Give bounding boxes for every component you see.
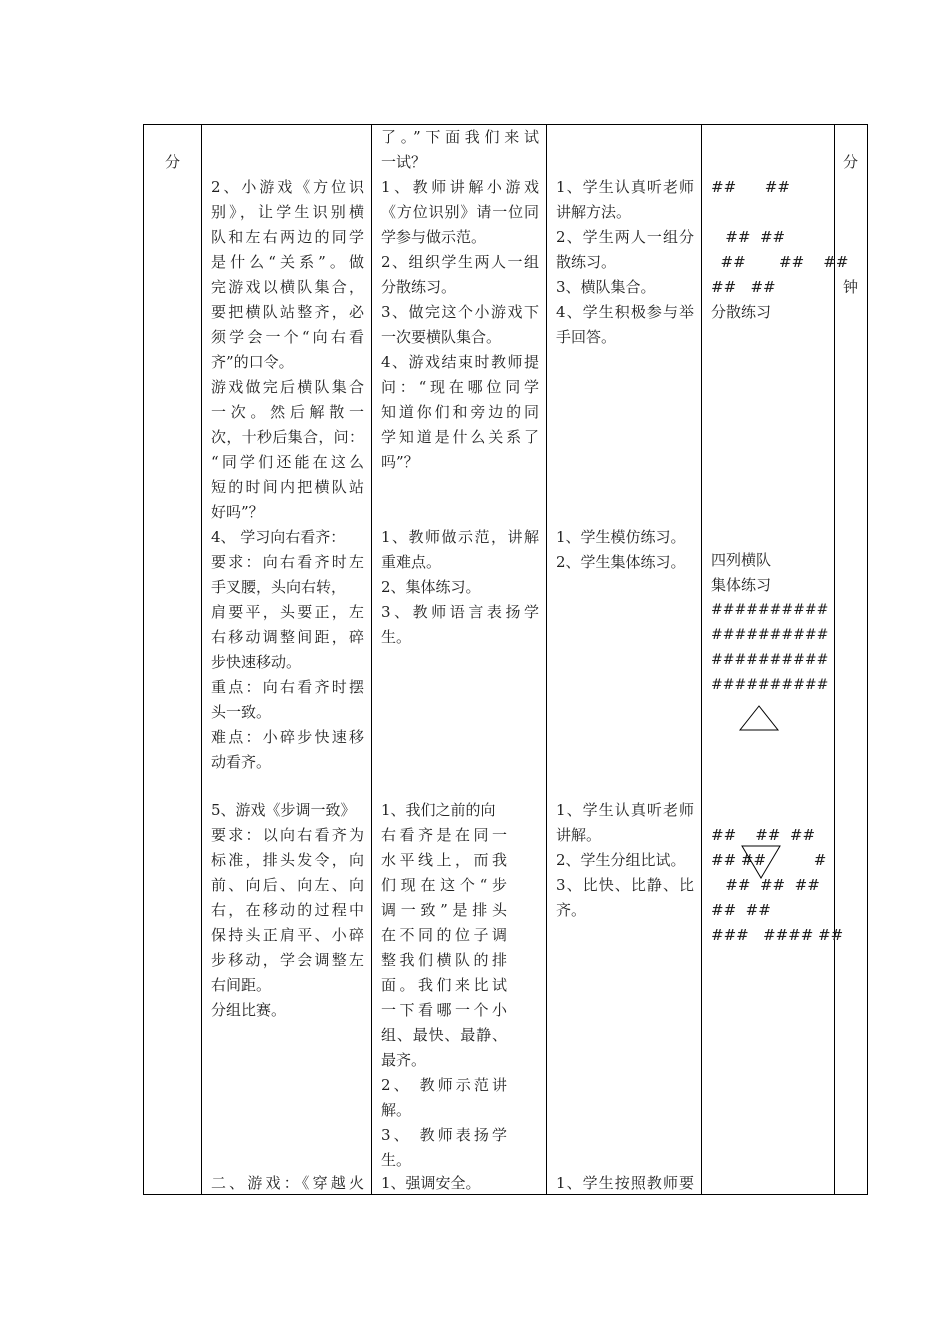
- content-line: 好吗”？: [211, 503, 264, 521]
- formation-column: [711, 125, 849, 1194]
- student-line: 2、学生分组比试。: [556, 851, 686, 869]
- content-line: 步快速移动。: [211, 653, 302, 671]
- teacher-line: 组、最快、最静、: [381, 1026, 507, 1044]
- content-line: 手叉腰，头向右转，: [211, 578, 347, 596]
- content-line: 游戏做完后横队集合: [211, 378, 364, 396]
- content-line: 短的时间内把横队站: [211, 478, 364, 496]
- content-line: 别》，让学生识别横: [211, 203, 364, 221]
- teacher-triangle-up-icon: [739, 705, 779, 731]
- student-line: 手回答。: [556, 328, 617, 346]
- teacher-line: 一试？: [381, 153, 427, 171]
- time-unit-label: 钟: [842, 278, 858, 296]
- student-line: 讲解。: [556, 826, 602, 844]
- content-line: 动看齐。: [211, 753, 272, 771]
- content-line: 重点：向右看齐时摆: [211, 678, 364, 696]
- content-line: 队和左右两边的同学: [211, 228, 364, 246]
- teacher-line: 一次要横队集合。: [381, 328, 502, 346]
- formation-line: ## ## ##: [711, 826, 816, 844]
- teacher-line: 生。: [381, 1151, 412, 1169]
- teacher-line: 一下看哪一个小: [381, 1001, 507, 1019]
- content-line: 4、 学习向右看齐：: [211, 528, 346, 546]
- time-unit-label: 分: [842, 153, 858, 171]
- teacher-line: 1、强调安全。: [381, 1174, 481, 1192]
- teacher-line: 《方位识别》请一位同: [381, 203, 539, 221]
- teacher-line: 4、游戏结束时教师提: [381, 353, 539, 371]
- teacher-line: 学知道是什么关系了: [381, 428, 539, 446]
- formation-line: ### #### ##: [711, 926, 844, 944]
- time-unit-label: 分: [164, 153, 180, 171]
- teacher-activity-column: [381, 125, 539, 1194]
- formation-line: ## ##: [711, 178, 790, 196]
- student-line: 4、学生积极参与举: [556, 303, 694, 321]
- content-line: 要把横队站整齐，必: [211, 303, 364, 321]
- content-line: 头一致。: [211, 703, 272, 721]
- teacher-line: 在不同的位子调: [381, 926, 507, 944]
- content-line: 要求：以向右看齐为: [211, 826, 364, 844]
- content-line: 齐”的口令。: [211, 353, 294, 371]
- content-column: [211, 125, 364, 1194]
- content-line: 肩要平，头要正，左: [211, 603, 364, 621]
- student-line: 3、比快、比静、比: [556, 876, 694, 894]
- formation-row: ##########: [711, 677, 829, 693]
- content-line: 标准，排头发令，向: [211, 851, 364, 869]
- teacher-line: 面。我们来比试: [381, 976, 507, 994]
- column-divider: [701, 125, 702, 1194]
- teacher-line: 3、做完这个小游戏下: [381, 303, 539, 321]
- formation-label: 集体练习: [711, 576, 772, 594]
- teacher-line: 问：“现在哪位同学: [381, 378, 539, 396]
- content-line: 前、向后、向左、向: [211, 876, 364, 894]
- content-line: 步移动，学会调整左: [211, 951, 364, 969]
- content-line: 完游戏以横队集合，: [211, 278, 364, 296]
- lesson-plan-table: [143, 124, 868, 1195]
- column-divider: [546, 125, 547, 1194]
- teacher-line: 们现在这个“步: [381, 876, 507, 894]
- time-column-left: [144, 125, 201, 1194]
- content-line: 难点：小碎步快速移: [211, 728, 364, 746]
- formation-label: 分散练习: [711, 303, 772, 321]
- content-line: 是什么“关系”。做: [211, 253, 364, 271]
- teacher-line: 1、我们之前的向: [381, 801, 496, 819]
- content-line: 5、游戏《步调一致》: [211, 801, 356, 819]
- teacher-line: 1、教师讲解小游戏: [381, 178, 539, 196]
- content-line: 右，在移动的过程中: [211, 901, 364, 919]
- formation-line: ## ## ##: [711, 253, 849, 271]
- column-divider: [371, 125, 372, 1194]
- student-line: 2、学生两人一组分: [556, 228, 694, 246]
- formation-line: ## ## #: [711, 851, 827, 869]
- teacher-line: 调一致”是排头: [381, 901, 507, 919]
- content-line: 要求：向右看齐时左: [211, 553, 364, 571]
- formation-label: 四列横队: [711, 551, 772, 569]
- teacher-line: 了。”下面我们来试: [381, 128, 539, 146]
- content-line: “同学们还能在这么: [211, 453, 364, 471]
- teacher-triangle-down-icon: [741, 845, 781, 879]
- teacher-line: 知道你们和旁边的同: [381, 403, 539, 421]
- content-line: 保持头正肩平、小碎: [211, 926, 364, 944]
- time-column-right: [834, 125, 867, 1194]
- student-line: 1、学生按照教师要: [556, 1174, 694, 1192]
- teacher-line: 右看齐是在同一: [381, 826, 507, 844]
- student-line: 讲解方法。: [556, 203, 632, 221]
- teacher-line: 最齐。: [381, 1051, 427, 1069]
- teacher-line: 生。: [381, 628, 412, 646]
- student-activity-column: [556, 125, 694, 1194]
- formation-line: ## ##: [711, 278, 776, 296]
- content-line: 2、小游戏《方位识: [211, 178, 364, 196]
- content-line: 分组比赛。: [211, 1001, 287, 1019]
- student-line: 1、学生模仿练习。: [556, 528, 686, 546]
- student-line: 齐。: [556, 901, 587, 919]
- teacher-line: 2、组织学生两人一组: [381, 253, 539, 271]
- formation-line: ## ##: [711, 228, 786, 246]
- content-line: 右间距。: [211, 976, 272, 994]
- teacher-line: 水平线上，而我: [381, 851, 507, 869]
- teacher-line: 学参与做示范。: [381, 228, 487, 246]
- teacher-line: 3、教师语言表扬学: [381, 603, 539, 621]
- student-line: 1、学生认真听老师: [556, 178, 694, 196]
- teacher-line: 吗”？: [381, 453, 419, 471]
- teacher-line: 整我们横队的排: [381, 951, 507, 969]
- teacher-line: 2、集体练习。: [381, 578, 481, 596]
- formation-row: ##########: [711, 652, 829, 668]
- teacher-line: 3、 教师表扬学: [381, 1126, 507, 1144]
- column-divider: [201, 125, 202, 1194]
- content-line: 右移动调整间距，碎: [211, 628, 364, 646]
- student-line: 3、横队集合。: [556, 278, 656, 296]
- content-line: 一次。然后解散一: [211, 403, 364, 421]
- student-line: 散练习。: [556, 253, 617, 271]
- student-line: 1、学生认真听老师: [556, 801, 694, 819]
- teacher-line: 1、教师做示范，讲解: [381, 528, 539, 546]
- student-line: 2、学生集体练习。: [556, 553, 686, 571]
- teacher-line: 重难点。: [381, 553, 442, 571]
- teacher-line: 解。: [381, 1101, 412, 1119]
- formation-row: ##########: [711, 602, 829, 618]
- formation-line: ## ##: [711, 901, 771, 919]
- formation-line: ## ## ##: [711, 876, 820, 894]
- content-line: 须学会一个“向右看: [211, 328, 364, 346]
- teacher-line: 分散练习。: [381, 278, 457, 296]
- content-line: 次，十秒后集合，问：: [211, 428, 364, 446]
- formation-row: ##########: [711, 627, 829, 643]
- content-line: 二、游戏：《穿越火: [211, 1174, 364, 1192]
- teacher-line: 2、 教师示范讲: [381, 1076, 507, 1094]
